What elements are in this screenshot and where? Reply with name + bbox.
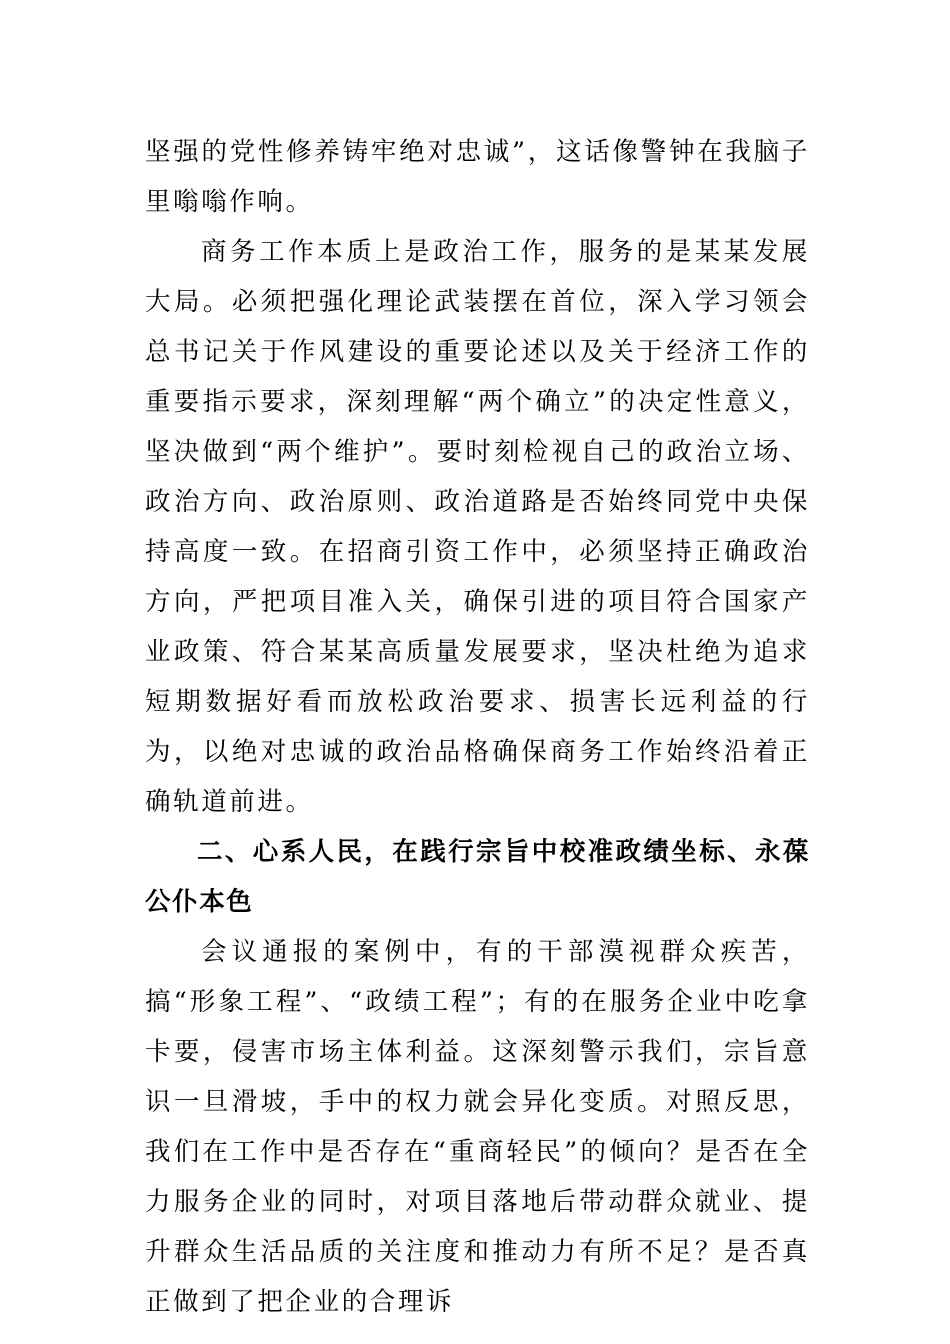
section-heading-2: 二、心系人民，在践行宗旨中校准政绩坐标、永葆公仆本色 (145, 837, 810, 917)
paragraph-political-work: 商务工作本质上是政治工作，服务的是某某发展大局。必须把强化理论武装摆在首位，深入学习领会总书记关于作风建设的重要论述以及关于经济工作的重要指示要求，深刻理解“两个确立”的决定性意义，坚决做到“两个维护”。要时刻检视自己的政治立场、政治方向、政治原则、政治道路是否始终同党中央保持高度一致。在招商引资工作中，必须坚持正确政治方向，严把项目准入关，确保引进的项目符合国家产业政策、符合某某高质量发展要求，坚决杜绝为追求短期数据好看而放松政治要求、损害长远利益的行为，以绝对忠诚的政治品格确保商务工作始终沿着正确轨道前进。 (145, 237, 810, 817)
paragraph-meeting-cases: 会议通报的案例中，有的干部漠视群众疾苦，搞“形象工程”、“政绩工程”；有的在服务企业中吃拿卡要，侵害市场主体利益。这深刻警示我们，宗旨意识一旦滑坡，手中的权力就会异化变质。对照反思，我们在工作中是否存在“重商轻民”的倾向？是否在全力服务企业的同时，对项目落地后带动群众就业、提升群众生活品质的关注度和推动力有所不足？是否真正做到了把企业的合理诉 (145, 937, 810, 1317)
document-body (145, 127, 810, 1327)
paragraph-continuation: 坚强的党性修养铸牢绝对忠诚”，这话像警钟在我脑子里嗡嗡作响。 (145, 137, 811, 217)
